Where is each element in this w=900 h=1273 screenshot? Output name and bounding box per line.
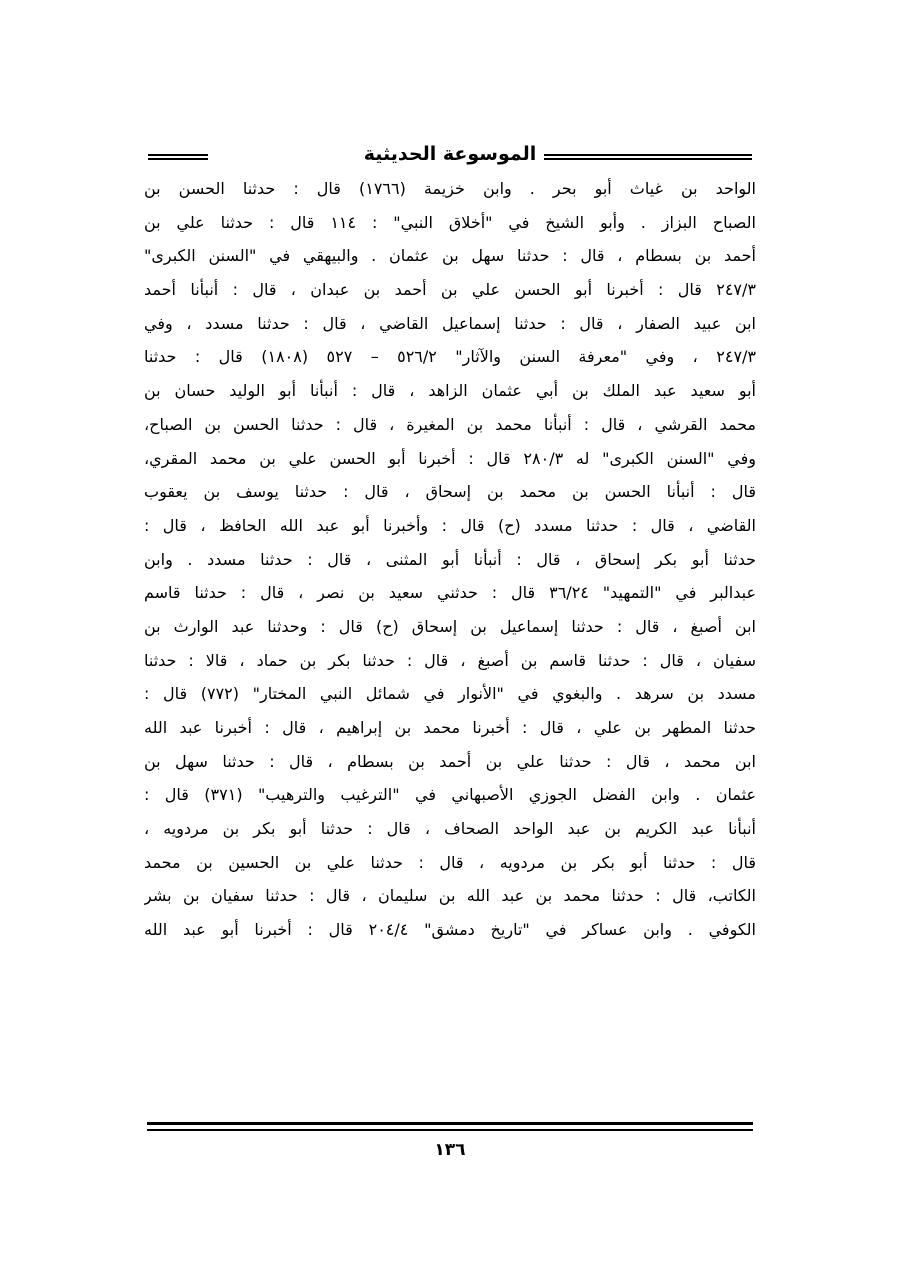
page-header (148, 140, 752, 172)
text-line: الكاتب، قال : حدثنا محمد بن عبد الله بن سليمان ، قال : حدثنا سفيان بن بشر (144, 886, 756, 906)
text-line: ٢٤٧/٣ قال : أخبرنا أبو الحسن علي بن أحمد بن عبدان ، قال : أنبأنا أحمد (144, 280, 756, 300)
text-line: ابن محمد ، قال : حدثنا علي بن أحمد بن بسطام ، قال : حدثنا سهل بن (144, 751, 756, 771)
text-line: الصباح البزاز . وأبو الشيخ في "أخلاق النبي" : ١١٤ قال : حدثنا علي بن (144, 212, 756, 232)
text-line: عثمان . وابن الفضل الجوزي الأصبهاني في "الترغيب والترهيب" (٣٧١) قال : (144, 785, 756, 805)
text-line: حدثنا أبو بكر إسحاق ، قال : أنبأنا أبو المثنى ، قال : حدثنا مسدد . وابن (144, 549, 756, 569)
text-line: سفيان ، قال : حدثنا قاسم بن أصبغ ، قال : حدثنا بكر بن حماد ، قالا : حدثنا (144, 650, 756, 670)
text-line: ابن عبيد الصفار ، قال : حدثنا إسماعيل القاضي ، قال : حدثنا مسدد ، وفي (144, 313, 756, 333)
text-line: قال : حدثنا أبو بكر بن مردويه ، قال : حدثنا علي بن الحسين بن محمد (144, 852, 756, 872)
text-line: الواحد بن غياث أبو بحر . وابن خزيمة (١٧٦٦) قال : حدثنا الحسن بن (144, 179, 756, 198)
header-title: الموسوعة الحديثية (356, 143, 545, 165)
text-line: أحمد بن بسطام ، قال : حدثنا سهل بن عثمان . والبيهقي في "السنن الكبرى" (144, 246, 756, 266)
text-line: وفي "السنن الكبرى" له ٢٨٠/٣ قال : أخبرنا أبو الحسن علي بن محمد المقري، (144, 448, 756, 468)
body-text (144, 172, 756, 947)
text-line: أبو سعيد عبد الملك بن أبي عثمان الزاهد ، قال : أنبأنا أبو الوليد حسان بن (144, 381, 756, 401)
text-line: قال : أنبأنا الحسن بن محمد بن إسحاق ، قال : حدثنا يوسف بن يعقوب (144, 482, 756, 502)
text-line: ابن أصبغ ، قال : حدثنا إسماعيل بن إسحاق (ح) قال : وحدثنا عبد الوارث بن (144, 616, 756, 636)
page-number: ١٣٦ (434, 1140, 466, 1160)
footer-rule (147, 1122, 753, 1131)
header-title-wrap (148, 140, 752, 168)
text-line: عبدالبر في "التمهيد" ٣٦/٢٤ قال : حدثني سعيد بن نصر ، قال : حدثنا قاسم (144, 583, 756, 603)
text-line: مسدد بن سرهد . والبغوي في "الأنوار في شمائل النبي المختار" (٧٧٢) قال : (144, 684, 756, 704)
text-line: الكوفي . وابن عساكر في "تاريخ دمشق" ٢٠٤/٤ قال : أخبرنا أبو عبد الله (144, 920, 756, 940)
text-line: القاضي ، قال : حدثنا مسدد (ح) قال : وأخبرنا أبو عبد الله الحافظ ، قال : (144, 515, 756, 535)
text-line: حدثنا المطهر بن علي ، قال : أخبرنا محمد بن إبراهيم ، قال : أخبرنا عبد الله (144, 718, 756, 737)
text-line: أنبأنا عبد الكريم بن عبد الواحد الصحاف ، قال : حدثنا أبو بكر بن مردويه ، (144, 819, 756, 839)
text-line: ٢٤٧/٣ ، وفي "معرفة السنن والآثار" ٥٢٦/٢ – ٥٢٧ (١٨٠٨) قال : حدثنا (144, 347, 756, 367)
text-line: محمد القرشي ، قال : أنبأنا محمد بن المغيرة ، قال : حدثنا الحسن بن الصباح، (144, 414, 756, 434)
